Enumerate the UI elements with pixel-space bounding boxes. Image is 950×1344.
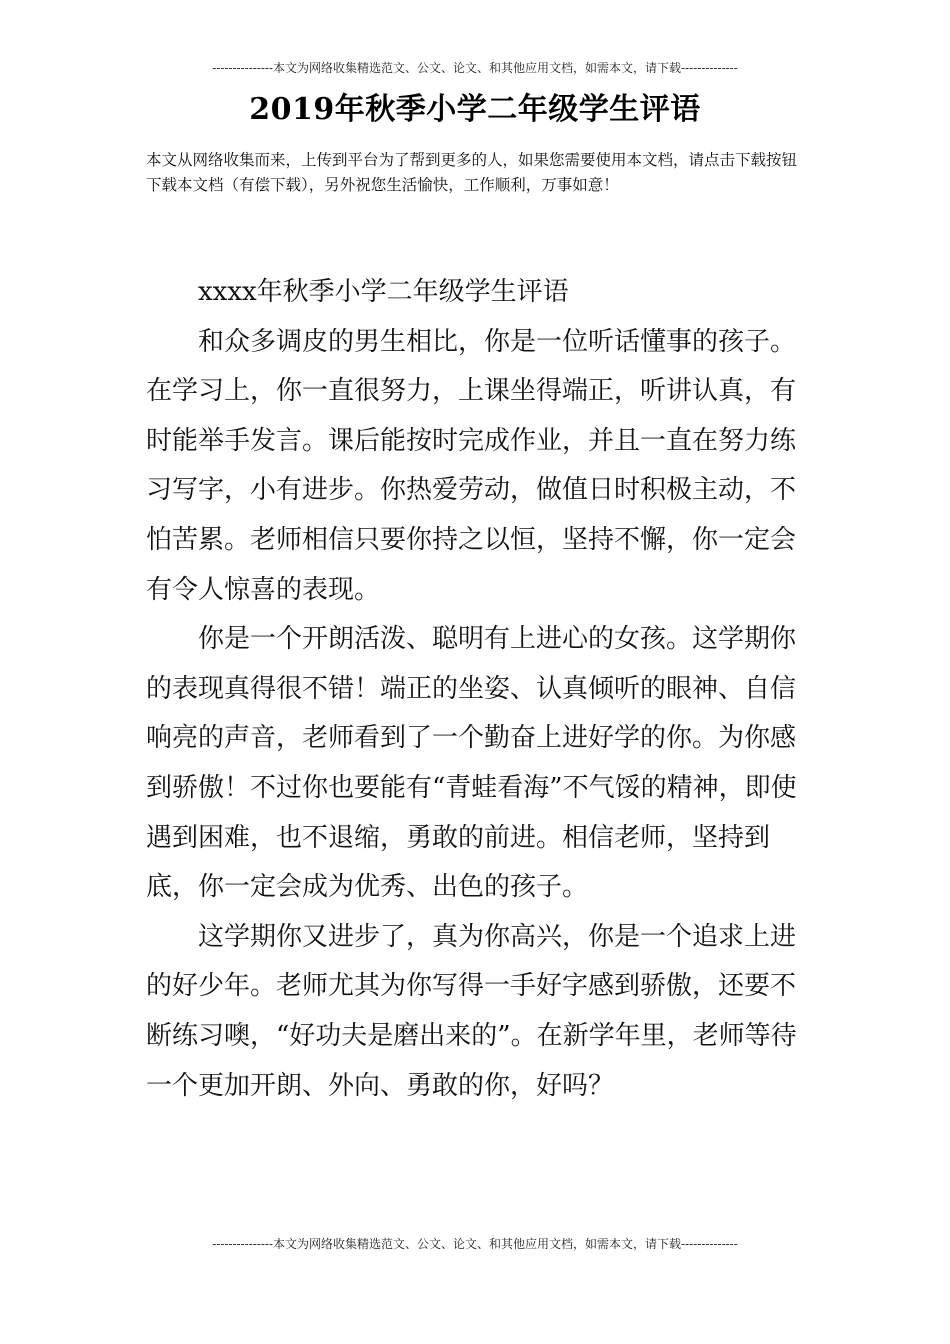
page-footer: ---------------本文为网络收集精选范文、公文、论文、和其他应用文档，如需本文，请下载-------------- xyxy=(212,1237,738,1251)
body-paragraph: 这学期你又进步了，真为你高兴，你是一个追求上进的好少年。老师尤其为你写得一手好字感到骄傲，还要不断练习噢，“好功夫是磨出来的”。在新学年里，老师等待一个更加开朗、外向、勇敢的你，好吗？ xyxy=(146,921,797,1101)
page-header: ---------------本文为网络收集精选范文、公文、论文、和其他应用文档，如需本文，请下载-------------- xyxy=(212,61,738,75)
body-subtitle: xxxx年秋季小学二年级学生评语 xyxy=(198,277,569,307)
document-body xyxy=(146,268,808,1111)
body-paragraph: 你是一个开朗活泼、聪明有上进心的女孩。这学期你的表现真得很不错！端正的坐姿、认真倾听的眼神、自信响亮的声音，老师看到了一个勤奋上进好学的你。为你感到骄傲！不过你也要能有“青蛙看海”不气馁的精神，即使遇到困难，也不退缩，勇敢的前进。相信老师，坚持到底，你一定会成为优秀、出色的孩子。 xyxy=(146,624,797,903)
document-title: 2019年秋季小学二年级学生评语 xyxy=(249,92,701,127)
intro-paragraph: 本文从网络收集而来，上传到平台为了帮到更多的人，如果您需要使用本文档，请点击下载按钮下载本文档（有偿下载），另外祝您生活愉快，工作顺利，万事如意！ xyxy=(146,151,798,194)
body-paragraph: 和众多调皮的男生相比，你是一位听话懂事的孩子。在学习上，你一直很努力，上课坐得端正，听讲认真，有时能举手发言。课后能按时完成作业，并且一直在努力练习写字，小有进步。你热爱劳动，做值日时积极主动，不怕苦累。老师相信只要你持之以恒，坚持不懈，你一定会有令人惊喜的表现。 xyxy=(146,326,797,605)
